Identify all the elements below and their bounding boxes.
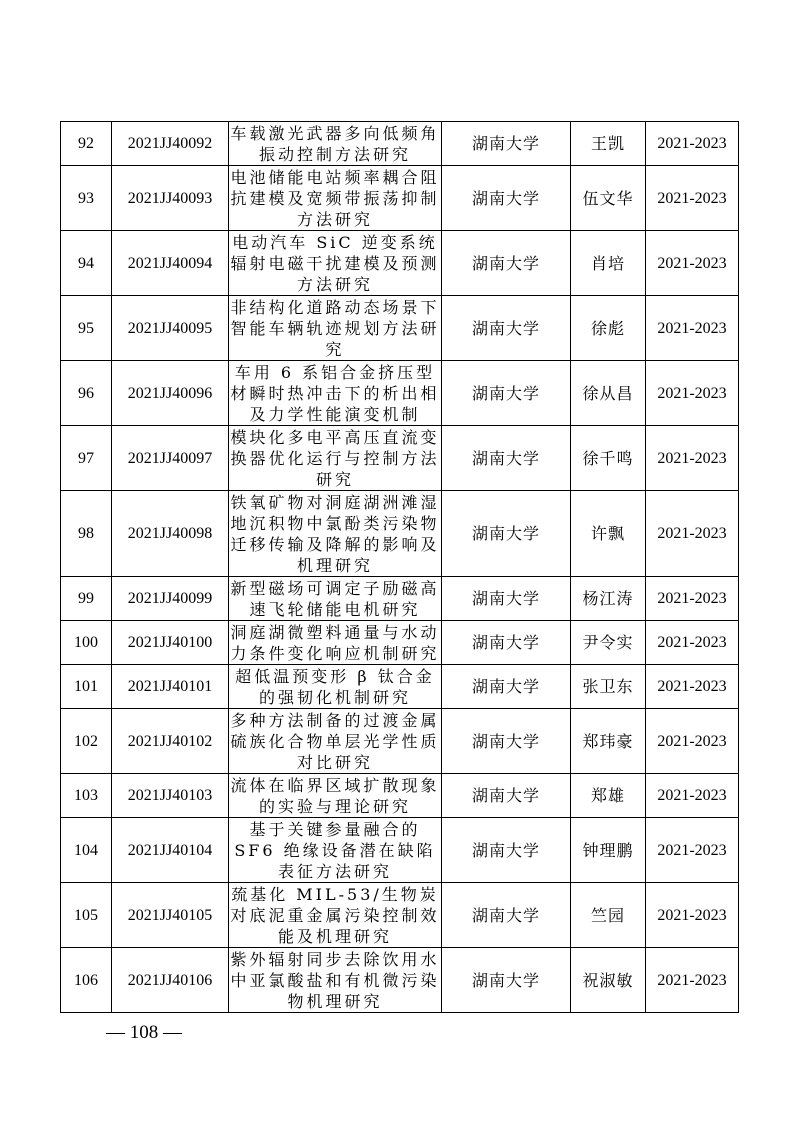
principal-investigator: 徐彪 [571,296,646,361]
table-row [61,621,739,665]
project-title: 车用 6 系铝合金挤压型材瞬时热冲击下的析出相及力学性能演变机制 [230,362,440,424]
project-period: 2021-2023 [646,948,739,1013]
project-code: 2021JJ40106 [112,948,229,1013]
institution: 湖南大学 [442,296,571,361]
row-number: 106 [61,948,112,1013]
project-table [60,121,739,1013]
project-code: 2021JJ40101 [112,665,229,709]
project-title: 紫外辐射同步去除饮用水中亚氯酸盐和有机微污染物机理研究 [230,949,440,1011]
project-code: 2021JJ40096 [112,361,229,426]
project-title: 铁氧矿物对洞庭湖洲滩湿地沉积物中氯酚类污染物迁移传输及降解的影响及机理研究 [230,492,440,575]
table-row [61,577,739,621]
institution: 湖南大学 [442,491,571,577]
institution: 湖南大学 [442,709,571,774]
principal-investigator: 郑雄 [571,774,646,818]
project-period: 2021-2023 [646,426,739,491]
project-code: 2021JJ40097 [112,426,229,491]
institution: 湖南大学 [442,665,571,709]
project-title: 模块化多电平高压直流变换器优化运行与控制方法研究 [230,427,440,489]
row-number: 94 [61,231,112,296]
table-row [61,709,739,774]
institution: 湖南大学 [442,621,571,665]
project-code: 2021JJ40092 [112,122,229,166]
institution: 湖南大学 [442,774,571,818]
project-code: 2021JJ40103 [112,774,229,818]
project-title: 洞庭湖微塑料通量与水动力条件变化响应机制研究 [230,622,440,663]
row-number: 92 [61,122,112,166]
row-number: 97 [61,426,112,491]
principal-investigator: 王凯 [571,122,646,166]
institution: 湖南大学 [442,883,571,948]
table-row [61,948,739,1013]
project-code: 2021JJ40098 [112,491,229,577]
project-period: 2021-2023 [646,883,739,948]
table-row [61,426,739,491]
row-number: 95 [61,296,112,361]
project-period: 2021-2023 [646,621,739,665]
project-title: 非结构化道路动态场景下智能车辆轨迹规划方法研究 [230,297,440,359]
project-period: 2021-2023 [646,491,739,577]
principal-investigator: 祝淑敏 [571,948,646,1013]
project-code: 2021JJ40100 [112,621,229,665]
project-period: 2021-2023 [646,577,739,621]
institution: 湖南大学 [442,426,571,491]
project-code: 2021JJ40102 [112,709,229,774]
project-code: 2021JJ40105 [112,883,229,948]
project-period: 2021-2023 [646,361,739,426]
project-period: 2021-2023 [646,166,739,231]
principal-investigator: 许飘 [571,491,646,577]
project-period: 2021-2023 [646,122,739,166]
table-row [61,883,739,948]
row-number: 96 [61,361,112,426]
page-number: — 108 — [106,1022,182,1043]
project-period: 2021-2023 [646,709,739,774]
table-row [61,491,739,577]
row-number: 104 [61,818,112,883]
institution: 湖南大学 [442,577,571,621]
project-period: 2021-2023 [646,818,739,883]
principal-investigator: 钟理鹏 [571,818,646,883]
project-title: 流体在临界区域扩散现象的实验与理论研究 [230,775,440,816]
principal-investigator: 伍文华 [571,166,646,231]
row-number: 98 [61,491,112,577]
project-period: 2021-2023 [646,296,739,361]
project-title: 电池储能电站频率耦合阻抗建模及宽频带振荡抑制方法研究 [230,167,440,229]
project-title: 多种方法制备的过渡金属硫族化合物单层光学性质对比研究 [230,710,440,772]
institution: 湖南大学 [442,166,571,231]
row-number: 93 [61,166,112,231]
project-title: 巯基化 MIL-53/生物炭对底泥重金属污染控制效能及机理研究 [230,884,440,946]
project-code: 2021JJ40094 [112,231,229,296]
project-period: 2021-2023 [646,774,739,818]
principal-investigator: 竺园 [571,883,646,948]
table-row [61,774,739,818]
institution: 湖南大学 [442,122,571,166]
principal-investigator: 徐从昌 [571,361,646,426]
principal-investigator: 杨江涛 [571,577,646,621]
table-row [61,296,739,361]
project-code: 2021JJ40093 [112,166,229,231]
institution: 湖南大学 [442,231,571,296]
project-title: 基于关键参量融合的 SF6 绝缘设备潜在缺陷表征方法研究 [229,818,442,883]
table-row [61,665,739,709]
institution: 湖南大学 [442,948,571,1013]
project-title: 电动汽车 SiC 逆变系统辐射电磁干扰建模及预测方法研究 [230,232,440,294]
project-code: 2021JJ40104 [112,818,229,883]
project-period: 2021-2023 [646,231,739,296]
principal-investigator: 徐千鸣 [571,426,646,491]
table-row [61,166,739,231]
table-row [61,818,739,883]
project-title: 车载激光武器多向低频角振动控制方法研究 [230,123,440,164]
row-number: 102 [61,709,112,774]
project-period: 2021-2023 [646,665,739,709]
row-number: 99 [61,577,112,621]
principal-investigator: 张卫东 [571,665,646,709]
row-number: 101 [61,665,112,709]
institution: 湖南大学 [442,361,571,426]
institution: 湖南大学 [442,818,571,883]
row-number: 105 [61,883,112,948]
table-row [61,361,739,426]
row-number: 103 [61,774,112,818]
row-number: 100 [61,621,112,665]
principal-investigator: 郑玮豪 [571,709,646,774]
project-title: 超低温预变形 β 钛合金的强韧化机制研究 [229,665,442,709]
project-code: 2021JJ40099 [112,577,229,621]
principal-investigator: 尹令实 [571,621,646,665]
project-title: 新型磁场可调定子励磁高速飞轮储能电机研究 [230,578,440,619]
table-row [61,122,739,166]
table-row [61,231,739,296]
principal-investigator: 肖培 [571,231,646,296]
project-code: 2021JJ40095 [112,296,229,361]
